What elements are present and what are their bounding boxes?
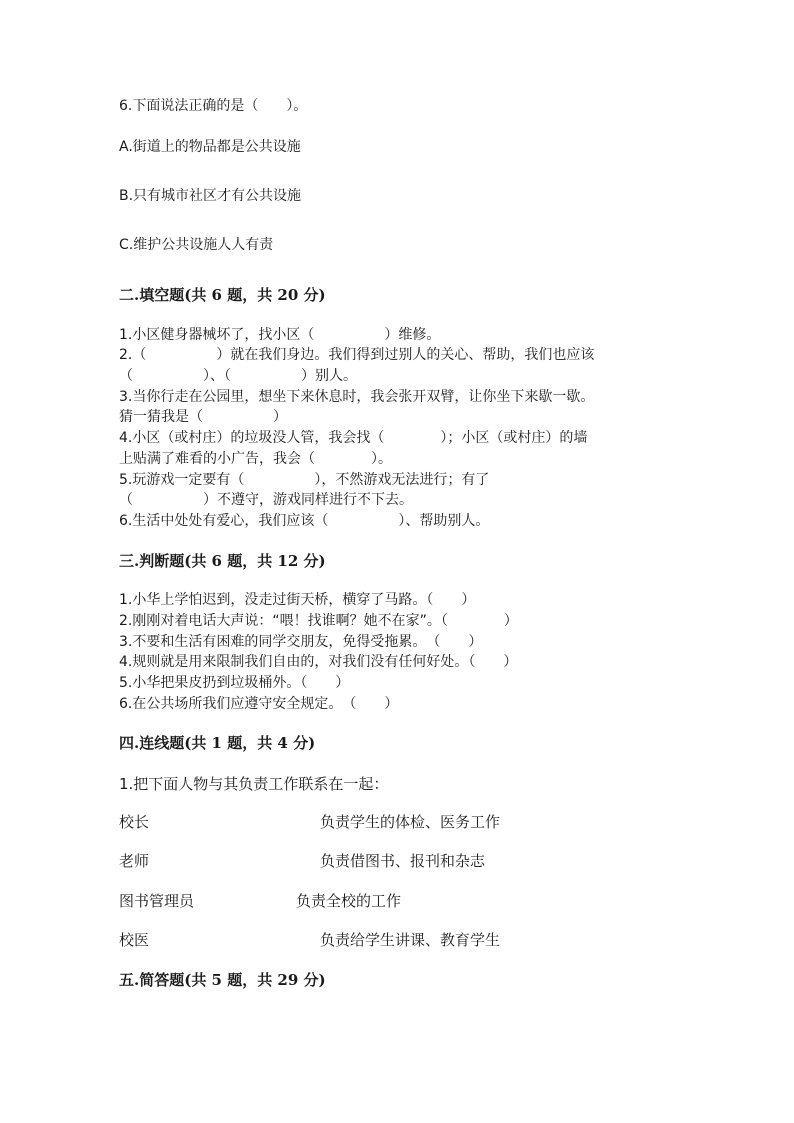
match-right-item: 负责学生的体检、医务工作 (320, 813, 501, 831)
judge-line: 5.小华把果皮扔到垃圾桶外。（ ） (119, 675, 350, 691)
fill-line: 猜一猜我是（ ） (119, 409, 287, 425)
fill-line: 上贴满了难看的小广告，我会（ ）。 (119, 451, 392, 467)
judge-section-heading: 三.判断题(共 6 题，共 12 分) (119, 552, 326, 570)
fill-line: （ ）不遵守，游戏同样进行不下去。 (119, 492, 413, 508)
fill-line: （ ）、（ ）别人。 (119, 368, 357, 384)
match-right-item: 负责全校的工作 (296, 892, 402, 910)
match-right-item: 负责借图书、报刊和杂志 (320, 852, 486, 870)
question-6-stem: 6.下面说法正确的是（ ）。 (119, 98, 308, 114)
judge-line: 1.小华上学怕迟到，没走过街天桥，横穿了马路。（ ） (119, 592, 476, 608)
fill-line: 5.玩游戏一定要有（ ），不然游戏无法进行；有了 (119, 472, 490, 488)
option-a: A.街道上的物品都是公共设施 (119, 139, 301, 155)
fill-section-heading: 二.填空题(共 6 题，共 20 分) (119, 286, 326, 304)
match-left-item: 校医 (119, 931, 150, 949)
option-b: B.只有城市社区才有公共设施 (119, 188, 302, 204)
judge-line: 6.在公共场所我们应遵守安全规定。 （ ） (119, 696, 399, 712)
match-right-item: 负责给学生讲课、教育学生 (320, 931, 501, 949)
match-instruction: 1.把下面人物与其负责工作联系在一起： (119, 775, 389, 793)
judge-line: 2.刚刚对着电话大声说：“喂！找谁啊？她不在家”。（ ） (119, 613, 518, 629)
match-left-item: 图书管理员 (119, 892, 195, 910)
fill-line: 4.小区（或村庄）的垃圾没人管，我会找（ ）；小区（或村庄）的墙 (119, 430, 588, 446)
match-section-heading: 四.连线题(共 1 题，共 4 分) (119, 734, 316, 752)
fill-line: 1.小区健身器械坏了，找小区（ ）维修。 (119, 327, 441, 343)
judge-line: 4.规则就是用来限制我们自由的，对我们没有任何好处。（ ） (119, 654, 518, 670)
judge-line: 3.不要和生活有困难的同学交朋友，免得受拖累。 （ ） (119, 634, 483, 650)
match-left-item: 老师 (119, 852, 150, 870)
short-section-heading: 五.简答题(共 5 题，共 29 分) (119, 971, 326, 989)
fill-line: 2.（ ）就在我们身边。我们得到过别人的关心、帮助，我们也应该 (119, 347, 595, 363)
option-c: C.维护公共设施人人有责 (119, 237, 274, 253)
fill-line: 6.生活中处处有爱心，我们应该（ ）、帮助别人。 (119, 513, 490, 529)
fill-line: 3.当你行走在公园里，想坐下来休息时，我会张开双臂，让你坐下来歇一歇。 (119, 389, 595, 405)
match-left-item: 校长 (119, 813, 150, 831)
